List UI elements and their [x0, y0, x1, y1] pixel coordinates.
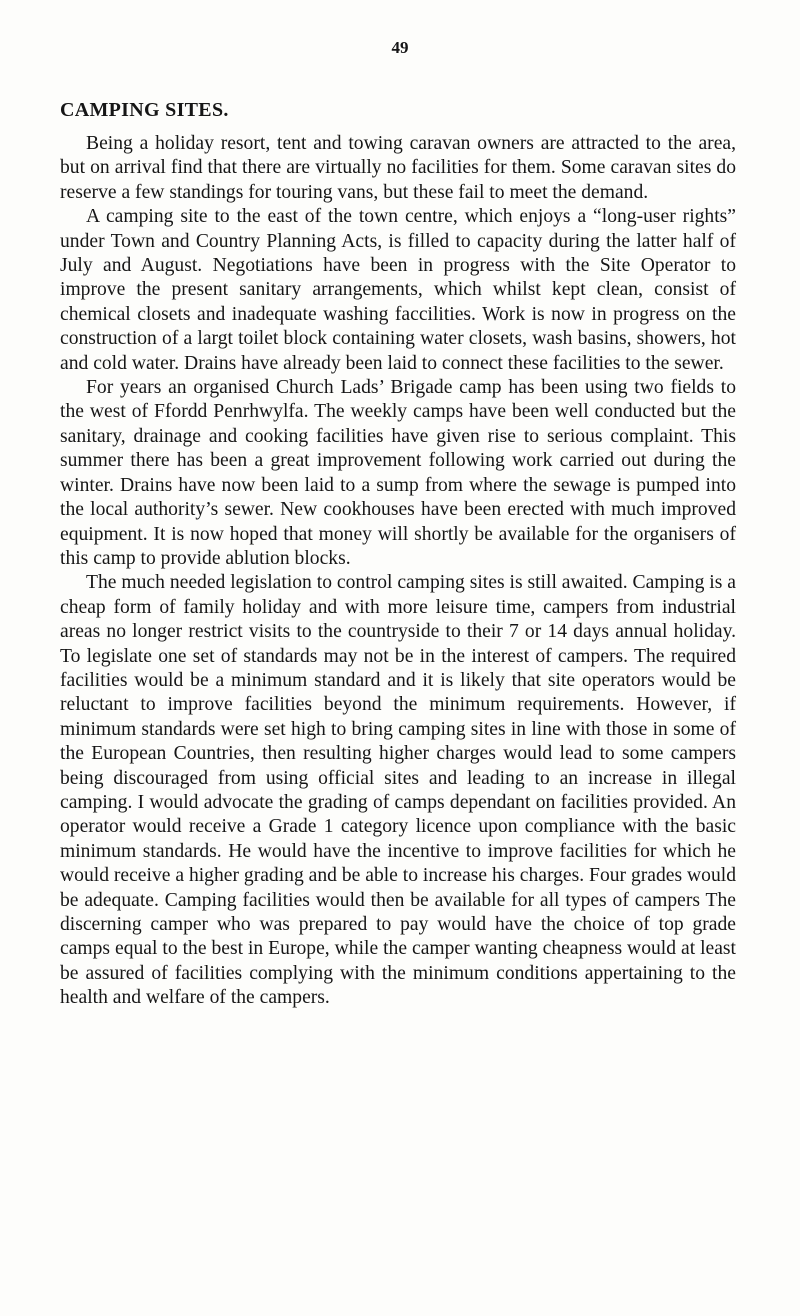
- paragraph-1: Being a holiday resort, tent and towing caravan owners are attracted to the area, but on arrival find that there are virtually no facilities for them. Some caravan sites do reserve a few standings for touring vans, but these fail to meet the demand.: [60, 133, 736, 203]
- paragraph-3: For years an organised Church Lads’ Brigade camp has been using two fields to the west of Ffordd Penrhwylfa. The weekly camps have been well conducted but the sanitary, drainage and cooking facilities have given rise to serious complaint. This summer there has been a great improvement following work carried out during the winter. Drains have now been laid to a sump from where the sewage is pumped into the local authority’s sewer. New cookhouses have been erected with much improved equipment. It is now hoped that money will shortly be available for the organisers of this camp to provide ablution blocks.: [60, 377, 736, 569]
- section-heading: CAMPING SITES.: [60, 99, 229, 121]
- paragraph-4: The much needed legislation to control camping sites is still awaited. Camping is a cheap form of family holiday and with more leisure time, campers from industrial areas no longer restrict visits to the countryside to their 7 or 14 days annual holiday. To legislate one set of standards may not be in the interest of campers. The required facilities would be a minimum standard and it is likely that site operators would be reluctant to improve facilities beyond the minimum requirements. However, if minimum standards were set high to bring camping sites in line with those in some of the European Countries, then resulting higher charges would lead to some campers being discouraged from using official sites and leading to an increase in illegal camping. I would advocate the grading of camps dependant on facilities provided. An operator would receive a Grade 1 category licence upon compliance with the basic minimum standards. He would have the incentive to improve facilities for which he would receive a higher grading and be able to increase his charges. Four grades would be adequate. Camping facilities would then be available for all types of campers The discerning camper who was prepared to pay would have the choice of top grade camps equal to the best in Europe, while the camper wanting cheapness would at least be assured of facilities complying with the minimum conditions appertaining to the health and welfare of the campers.: [60, 572, 736, 1009]
- paragraph-2: A camping site to the east of the town centre, which enjoys a “long-user rights” under Town and Country Planning Acts, is filled to capacity during the latter half of July and August. Negotiations have been in progress with the Site Operator to improve the present sanitary arrangements, which whilst kept clean, consist of chemical closets and inadequate washing faccilities. Work is now in progress on the construction of a largt toilet block containing water closets, wash basins, showers, hot and cold water. Drains have already been laid to connect these facilities to the sewer.: [60, 206, 736, 374]
- document-body: [60, 98, 736, 1011]
- page-number: 49: [391, 38, 409, 57]
